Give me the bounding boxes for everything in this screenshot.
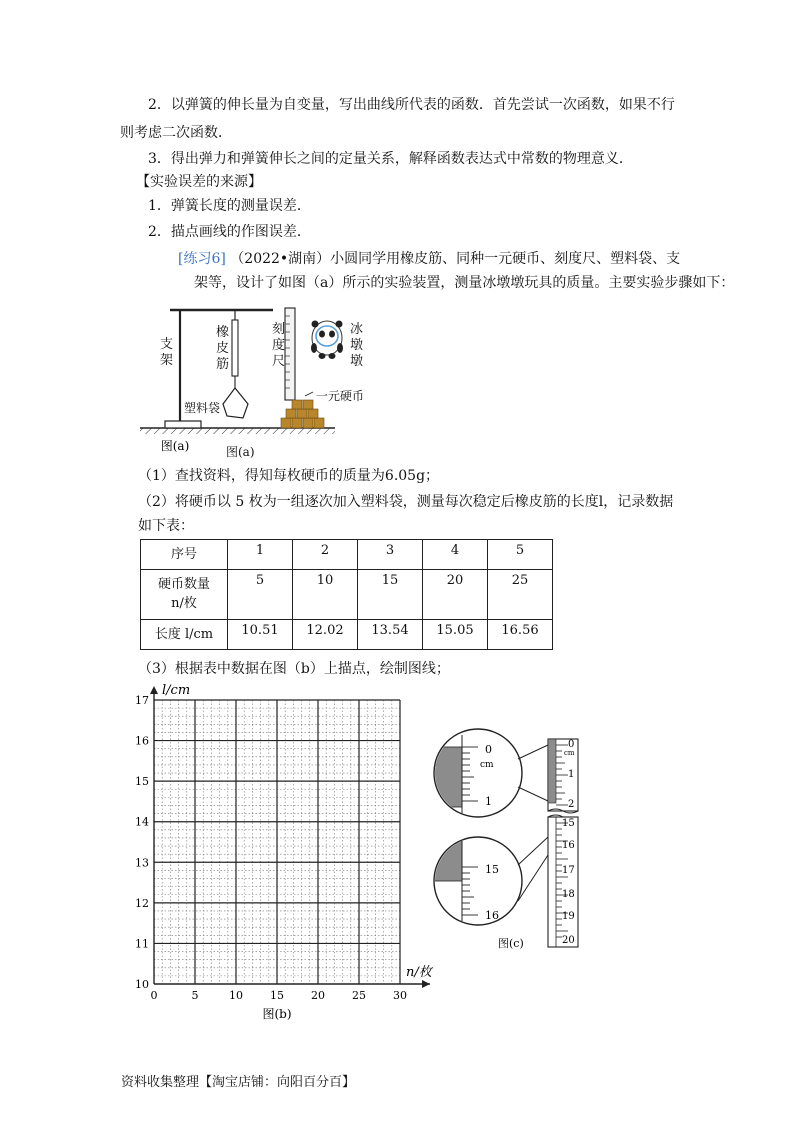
step2-line1: 2．以弹簧的伸长量为自变量，写出曲线所代表的函数．首先尝试一次函数，如果不行 xyxy=(148,97,675,113)
top-zoom-circle xyxy=(434,729,522,817)
x-tick-label: 30 xyxy=(393,989,407,1002)
y-axis-label: l/cm xyxy=(162,683,191,698)
mascot-icon xyxy=(311,321,343,360)
y-tick-label: 12 xyxy=(135,896,149,910)
row-label: 硬币数量 xyxy=(157,577,210,592)
table-cell xyxy=(141,570,228,620)
ruler-c-top-0: 0 xyxy=(568,739,575,750)
exercise-line2: 架等，设计了如图（a）所示的实验装置，测量冰墩墩玩具的质量。主要实验步骤如下： xyxy=(194,275,735,291)
x-axis-label: n/枚 xyxy=(406,965,432,980)
stand-label-text: 支架 xyxy=(160,337,174,368)
table-cell: 16.56 xyxy=(488,620,553,650)
figure-c-caption: 图(c) xyxy=(498,937,524,950)
ground xyxy=(140,428,335,434)
table-row xyxy=(141,620,553,650)
bottom-zoom-label-0: 15 xyxy=(485,863,499,876)
row-label: 长度 l/cm xyxy=(154,627,214,642)
ruler-c-bottom xyxy=(548,817,578,947)
ruler-c-top-2: 2 xyxy=(568,799,575,810)
y-tick-label: 11 xyxy=(135,937,149,951)
exercise-tag: [练习6] xyxy=(178,251,226,267)
coin-label: 一元硬币 xyxy=(316,389,365,403)
table-cell xyxy=(141,620,228,650)
top-zoom-label-1: 1 xyxy=(485,795,492,808)
bottom-zoom-circle xyxy=(434,837,522,925)
table-cell: 3 xyxy=(358,540,423,570)
ruler-c-bottom-3: 18 xyxy=(562,889,575,900)
table-cell: 10.51 xyxy=(228,620,293,650)
table-row xyxy=(141,570,553,620)
figure-a xyxy=(135,300,375,460)
ruler-c-top-1: 1 xyxy=(568,769,575,780)
y-tick-label: 15 xyxy=(135,775,149,789)
row-label-unit: n/枚 xyxy=(171,596,197,611)
x-tick-label: 25 xyxy=(352,989,366,1002)
table-cell: 1 xyxy=(228,540,293,570)
plastic-bag xyxy=(223,388,248,418)
table-cell: 5 xyxy=(488,540,553,570)
top-zoom-unit: cm xyxy=(480,760,494,770)
footer: 资料收集整理【淘宝店铺：向阳百分百】 xyxy=(121,1075,356,1090)
mascot-label: 冰墩墩 xyxy=(350,322,364,369)
data-table xyxy=(140,539,553,650)
table-cell: 12.02 xyxy=(293,620,358,650)
x-tick-label: 10 xyxy=(229,989,243,1002)
y-tick-label: 10 xyxy=(135,978,149,991)
ruler-c-bottom-1: 16 xyxy=(562,840,575,851)
y-tick-label: 14 xyxy=(135,815,149,829)
y-tick-label: 17 xyxy=(135,694,149,707)
exercise-text1: （2022•湖南）小圆同学用橡皮筋、同种一元硬币、刻度尺、塑料袋、支 xyxy=(230,251,681,267)
table-cell: 5 xyxy=(228,570,293,620)
figure-a-caption: 图(a) xyxy=(160,439,190,453)
row-label: 序号 xyxy=(170,547,197,562)
rubber-band xyxy=(232,320,238,376)
x-axis-arrow xyxy=(422,980,430,988)
table-cell: 13.54 xyxy=(358,620,423,650)
error-item1: 1．弹簧长度的测量误差． xyxy=(148,198,311,214)
exercise-step2-line1: （2）将硬币以 5 枚为一组逐次加入塑料袋，测量每次稳定后橡皮筋的长度l，记录数据 xyxy=(138,494,674,510)
table-cell: 25 xyxy=(488,570,553,620)
table-cell: 10 xyxy=(293,570,358,620)
figure-a-caption-text: 图(a) xyxy=(226,445,255,459)
step3: 3．得出弹力和弹簧伸长之间的定量关系，解释函数表达式中常数的物理意义． xyxy=(148,151,633,167)
error-heading: 【实验误差的来源】 xyxy=(136,174,262,190)
y-tick-label: 16 xyxy=(135,734,149,748)
y-tick-label: 13 xyxy=(135,856,149,870)
table-cell: 15 xyxy=(358,570,423,620)
rubber-band-label: 橡皮筋 xyxy=(216,325,230,372)
x-tick-label: 20 xyxy=(311,989,325,1002)
error-item2: 2．描点画线的作图误差． xyxy=(148,224,311,240)
ruler-c-bottom-5: 20 xyxy=(562,935,575,946)
table-cell xyxy=(141,540,228,570)
x-tick-label: 0 xyxy=(150,989,158,1002)
ruler-c-unit: cm xyxy=(564,749,575,757)
exercise-line1 xyxy=(178,249,680,269)
ruler-c-bottom-4: 19 xyxy=(562,911,575,922)
figure-c xyxy=(430,725,600,955)
table-cell: 15.05 xyxy=(423,620,488,650)
table-cell: 20 xyxy=(423,570,488,620)
table-cell: 4 xyxy=(423,540,488,570)
ruler-label: 刻度尺 xyxy=(272,322,286,369)
table-row xyxy=(141,540,553,570)
figure-b-chart xyxy=(120,680,450,1025)
ruler-c-top xyxy=(548,739,578,811)
step2-line2: 则考虑二次函数． xyxy=(120,125,232,141)
stand-base xyxy=(165,421,201,428)
figure-b-caption: 图(b) xyxy=(262,1007,292,1021)
x-tick-label: 5 xyxy=(191,989,199,1002)
ruler-c-bottom-0: 15 xyxy=(562,818,575,829)
bottom-zoom-label-1: 16 xyxy=(485,909,499,922)
table-cell: 2 xyxy=(293,540,358,570)
exercise-step2-line2: 如下表： xyxy=(138,518,194,534)
top-zoom-label-0: 0 xyxy=(485,743,492,756)
y-axis-arrow xyxy=(150,686,158,694)
exercise-step3: （3）根据表中数据在图（b）上描点，绘制图线； xyxy=(138,661,450,677)
x-tick-label: 15 xyxy=(270,989,284,1002)
ruler xyxy=(285,308,295,400)
exercise-step1: （1）查找资料，得知每枚硬币的质量为6.05g； xyxy=(138,468,440,484)
ruler-c-bottom-2: 17 xyxy=(562,865,575,876)
bag-label: 塑料袋 xyxy=(184,401,221,415)
